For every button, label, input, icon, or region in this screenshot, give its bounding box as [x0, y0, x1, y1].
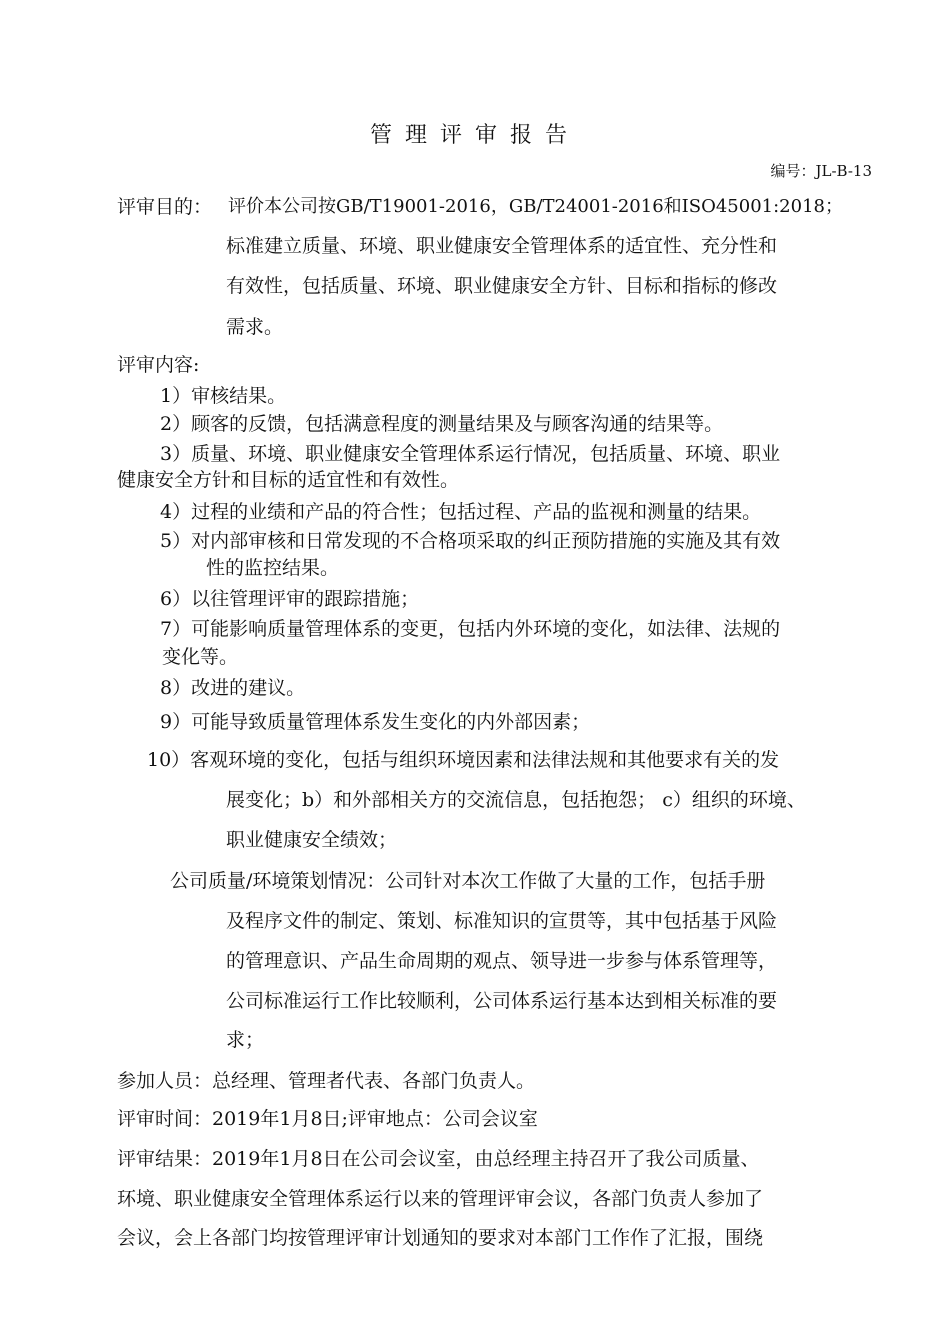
planning-line: 及程序文件的制定、策划、标准知识的宣贯等，其中包括基于风险	[226, 910, 778, 932]
purpose-label: 评审目的：	[117, 196, 213, 218]
time-place-line: 评审时间：2019年1月8日;评审地点：公司会议室	[117, 1108, 538, 1130]
content-item: 1）审核结果。	[160, 385, 287, 407]
document-number: 编号：JL-B-13	[770, 162, 872, 180]
content-item: 性的监控结果。	[206, 557, 340, 579]
content-item: 4）过程的业绩和产品的符合性；包括过程、产品的监视和测量的结果。	[160, 501, 762, 523]
page-title: 管理评审报告	[369, 123, 580, 148]
result-line: 环境、职业健康安全管理体系运行以来的管理评审会议，各部门负责人参加了	[117, 1188, 764, 1210]
content-item: 8）改进的建议。	[160, 677, 306, 699]
planning-line: 的管理意识、产品生命周期的观点、领导进一步参与体系管理等，	[226, 950, 778, 972]
planning-line: 求；	[226, 1029, 265, 1051]
content-item: 10）客观环境的变化，包括与组织环境因素和法律法规和其他要求有关的发	[147, 749, 780, 771]
content-item: 展变化；b）和外部相关方的交流信息，包括抱怨； c）组织的环境、	[226, 789, 806, 811]
result-line: 会议，会上各部门均按管理评审计划通知的要求对本部门工作作了汇报，围绕	[117, 1227, 764, 1249]
content-item: 2）顾客的反馈，包括满意程度的测量结果及与顾客沟通的结果等。	[160, 413, 724, 435]
content-item: 变化等。	[162, 646, 239, 668]
content-item: 6）以往管理评审的跟踪措施；	[160, 588, 420, 610]
content-item: 3）质量、环境、职业健康安全管理体系运行情况，包括质量、环境、职业	[160, 443, 781, 465]
result-line: 评审结果：2019年1月8日在公司会议室，由总经理主持召开了我公司质量、	[117, 1148, 760, 1170]
content-item: 健康安全方针和目标的适宜性和有效性。	[117, 469, 460, 491]
content-item: 职业健康安全绩效；	[226, 829, 398, 851]
planning-line: 公司标准运行工作比较顺利，公司体系运行基本达到相关标准的要	[226, 990, 778, 1012]
content-item: 9）可能导致质量管理体系发生变化的内外部因素；	[160, 711, 591, 733]
content-item: 7）可能影响质量管理体系的变更，包括内外环境的变化，如法律、法规的	[160, 618, 781, 640]
purpose-line: 需求。	[226, 316, 284, 338]
purpose-line: 标准建立质量、环境、职业健康安全管理体系的适宜性、充分性和	[226, 235, 778, 257]
participants-line: 参加人员：总经理、管理者代表、各部门负责人。	[117, 1070, 536, 1092]
purpose-line: 评价本公司按GB/T19001-2016，GB/T24001-2016和ISO45001:2018；	[228, 196, 843, 217]
content-label: 评审内容:	[117, 354, 200, 376]
purpose-line: 有效性，包括质量、环境、职业健康安全方针、目标和指标的修改	[226, 275, 778, 297]
content-item: 5）对内部审核和日常发现的不合格项采取的纠正预防措施的实施及其有效	[160, 530, 781, 552]
planning-line: 公司质量/环境策划情况：公司针对本次工作做了大量的工作，包括手册	[170, 870, 766, 892]
